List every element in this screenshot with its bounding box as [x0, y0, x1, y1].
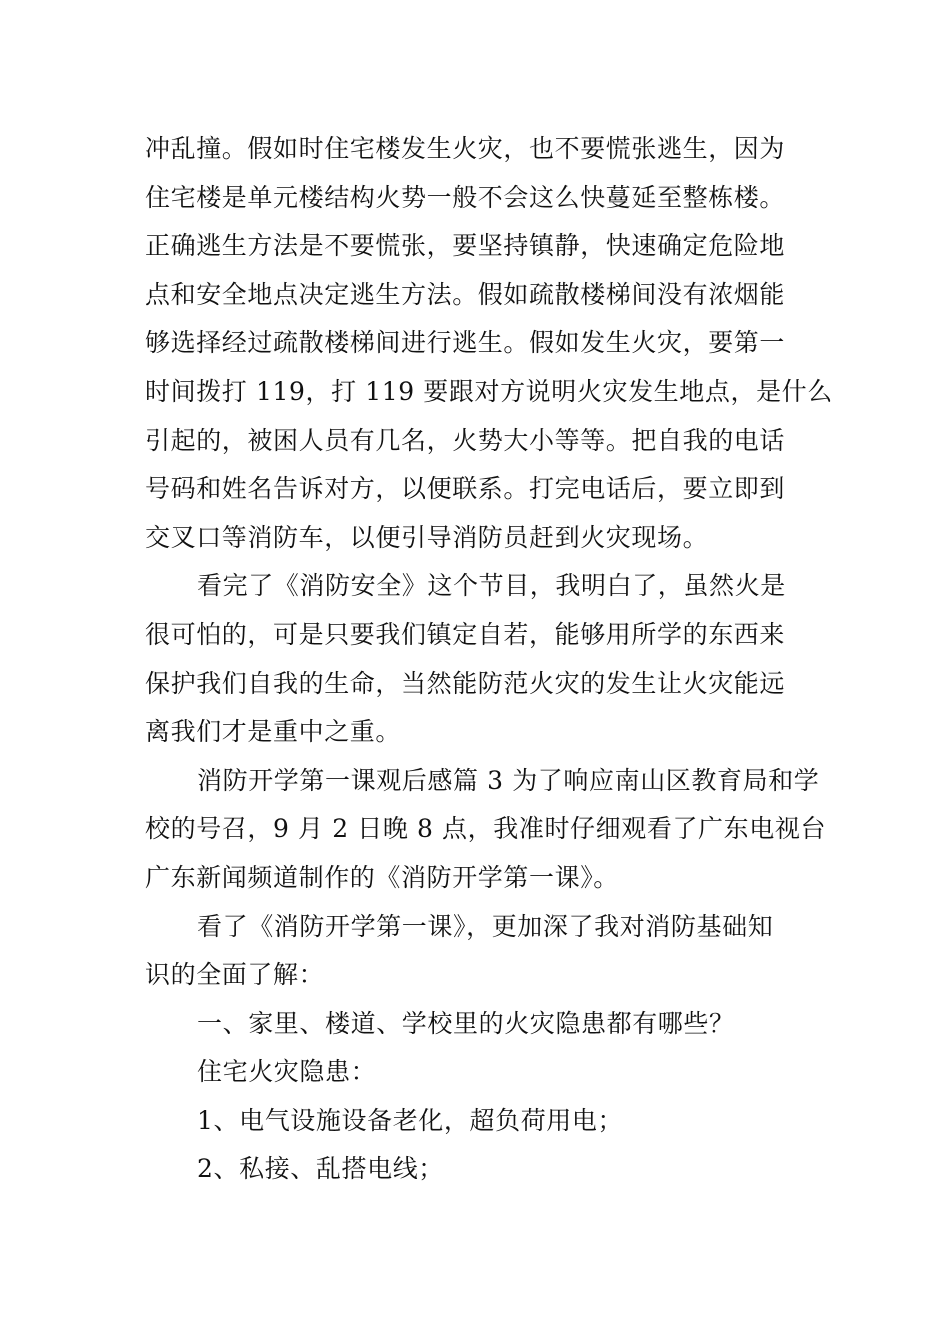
- text-line-4: 点和安全地点决定逃生方法。假如疏散楼梯间没有浓烟能: [145, 279, 786, 309]
- text-line-15: 校的号召，9 月 2 日晚 8 点，我准时仔细观看了广东电视台: [145, 814, 827, 844]
- text-line-10: 看完了《消防安全》这个节目，我明白了，虽然火是: [197, 571, 786, 601]
- text-line-12: 保护我们自我的生命，当然能防范火灾的发生让火灾能远: [145, 668, 786, 698]
- text-line-22: 2、私接、乱搭电线；: [197, 1154, 444, 1184]
- text-line-20: 住宅火灾隐患：: [197, 1057, 377, 1087]
- text-line-7: 引起的，被困人员有几名，火势大小等等。把自我的电话: [145, 425, 786, 455]
- text-line-18: 识的全面了解：: [145, 960, 325, 990]
- text-line-9: 交叉口等消防车，以便引导消防员赶到火灾现场。: [145, 522, 709, 552]
- text-line-14: 消防开学第一课观后感篇 3 为了响应南山区教育局和学: [197, 765, 820, 795]
- text-line-19: 一、家里、楼道、学校里的火灾隐患都有哪些？: [197, 1008, 735, 1038]
- text-line-6: 时间拨打 119，打 119 要跟对方说明火灾发生地点，是什么: [145, 376, 833, 406]
- text-line-16: 广东新闻频道制作的《消防开学第一课》。: [145, 862, 619, 892]
- text-line-3: 正确逃生方法是不要慌张，要坚持镇静，快速确定危险地: [145, 231, 786, 261]
- text-line-13: 离我们才是重中之重。: [145, 717, 402, 747]
- document-body: [145, 125, 833, 1194]
- text-line-1: 冲乱撞。假如时住宅楼发生火灾，也不要慌张逃生，因为: [145, 134, 786, 163]
- text-line-8: 号码和姓名告诉对方，以便联系。打完电话后，要立即到: [145, 474, 786, 504]
- text-line-2: 住宅楼是单元楼结构火势一般不会这么快蔓延至整栋楼。: [145, 182, 786, 212]
- text-line-17: 看了《消防开学第一课》，更加深了我对消防基础知: [197, 911, 774, 941]
- text-line-21: 1、电气设施设备老化，超负荷用电；: [197, 1105, 624, 1135]
- text-line-11: 很可怕的，可是只要我们镇定自若，能够用所学的东西来: [145, 619, 786, 649]
- text-line-5: 够选择经过疏散楼梯间进行逃生。假如发生火灾，要第一: [145, 328, 786, 358]
